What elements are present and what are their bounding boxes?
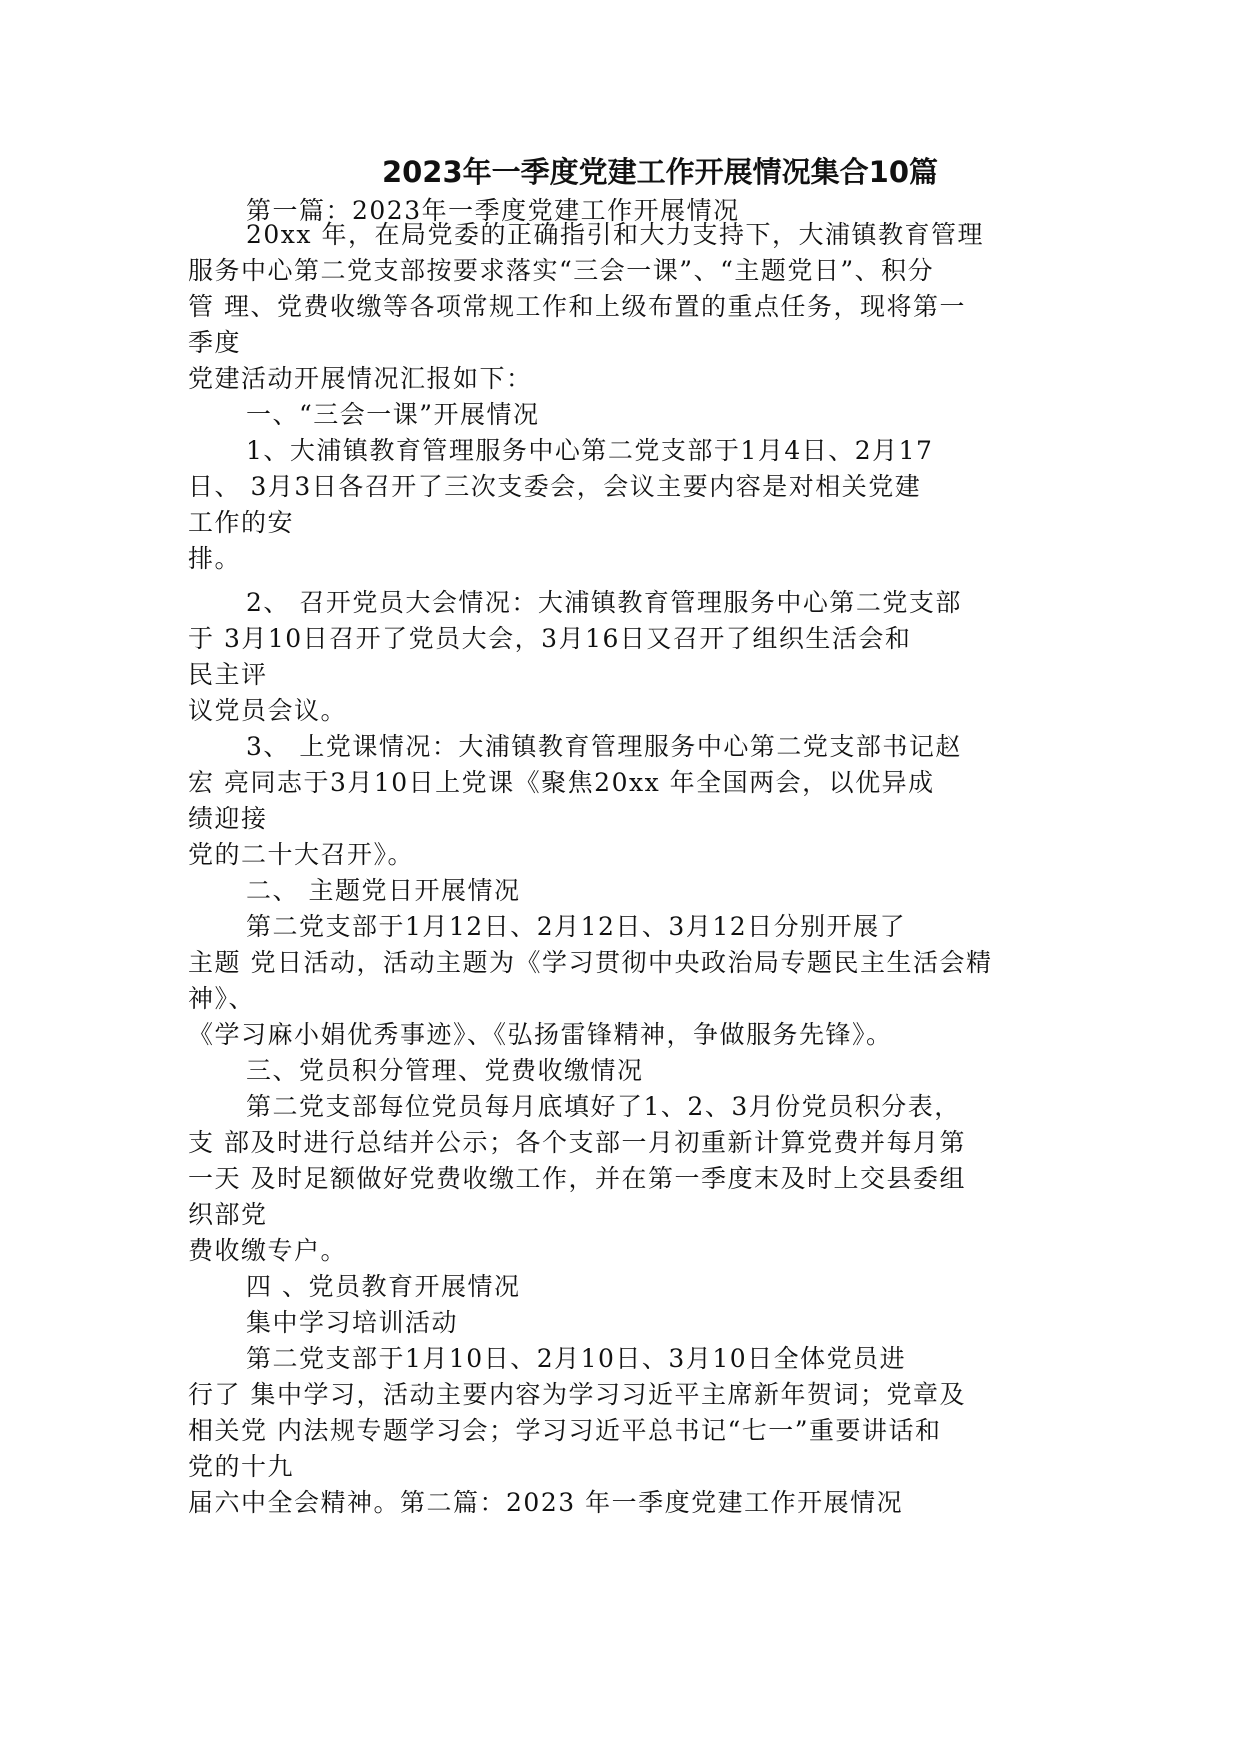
paragraph-line: 服务中心第二党支部按要求落实“三会一课”、“主题党日”、积分: [188, 256, 935, 285]
paragraph-line: 议党员会议。: [188, 696, 348, 725]
paragraph-line: 民主评: [188, 660, 268, 689]
document-title: 2023年一季度党建工作开展情况集合10篇: [381, 155, 939, 189]
paragraph-line: 神》、: [188, 984, 256, 1013]
paragraph-line: 费收缴专户。: [188, 1236, 348, 1265]
subsection-heading: 集中学习培训活动: [246, 1308, 459, 1337]
paragraph-line: 宏 亮同志于3月10日上党课《聚焦20xx 年全国两会，以优异成: [188, 768, 935, 797]
paragraph-line: 相关党 内法规专题学习会；学习习近平总书记“七一”重要讲话和: [188, 1416, 942, 1445]
paragraph-line: 季度: [188, 328, 242, 357]
paragraph-line: 党的二十大召开》。: [188, 840, 415, 869]
section-heading: 四 、党员教育开展情况: [246, 1272, 521, 1301]
paragraph-line: 《学习麻小娟优秀事迹》、《弘扬雷锋精神，争做服务先锋》。: [188, 1020, 893, 1049]
section-heading: 一、“三会一课”开展情况: [246, 400, 540, 429]
paragraph-line: 绩迎接: [188, 804, 268, 833]
section-heading: 三、党员积分管理、党费收缴情况: [246, 1056, 644, 1085]
paragraph-line: 第二党支部每位党员每月底填好了1、2、3月份党员积分表，: [246, 1092, 961, 1121]
paragraph-line: 3、 上党课情况：大浦镇教育管理服务中心第二党支部书记赵: [246, 732, 962, 761]
paragraph-line: 工作的安: [188, 508, 295, 537]
paragraph-line: 党的十九: [188, 1452, 295, 1481]
paragraph-line: 1、大浦镇教育管理服务中心第二党支部于1月4日、2月17: [246, 436, 934, 465]
section-heading: 二、 主题党日开展情况: [246, 876, 521, 905]
paragraph-line: 支 部及时进行总结并公示；各个支部一月初重新计算党费并每月第: [188, 1128, 966, 1157]
paragraph-line: 排。: [188, 544, 242, 573]
paragraph-line: 第二党支部于1月12日、2月12日、3月12日分别开展了: [246, 912, 907, 941]
paragraph-line: 行了 集中学习，活动主要内容为学习习近平主席新年贺词；党章及: [188, 1380, 966, 1409]
paragraph-line: 于 3月10日召开了党员大会，3月16日又召开了组织生活会和: [188, 624, 912, 653]
paragraph-line: 管 理、党费收缴等各项常规工作和上级布置的重点任务，现将第一: [188, 292, 966, 321]
paragraph-line: 2、 召开党员大会情况：大浦镇教育管理服务中心第二党支部: [246, 588, 962, 617]
paragraph-line: 第二党支部于1月10日、2月10日、3月10日全体党员进: [246, 1344, 907, 1373]
paragraph-line: 主题 党日活动，活动主题为《学习贯彻中央政治局专题民主生活会精: [188, 948, 993, 977]
paragraph-line: 届六中全会精神。第二篇：2023 年一季度党建工作开展情况: [188, 1488, 904, 1517]
paragraph-line: 日、 3月3日各召开了三次支委会，会议主要内容是对相关党建: [188, 472, 922, 501]
paragraph-line: 20xx 年，在局党委的正确指引和大力支持下，大浦镇教育管理: [246, 220, 984, 249]
paragraph-line: 党建活动开展情况汇报如下：: [188, 364, 533, 393]
paragraph-line: 一天 及时足额做好党费收缴工作，并在第一季度末及时上交县委组: [188, 1164, 966, 1193]
paragraph-line: 织部党: [188, 1200, 268, 1229]
section-heading-1: 第一篇：2023年一季度党建工作开展情况: [246, 196, 740, 225]
